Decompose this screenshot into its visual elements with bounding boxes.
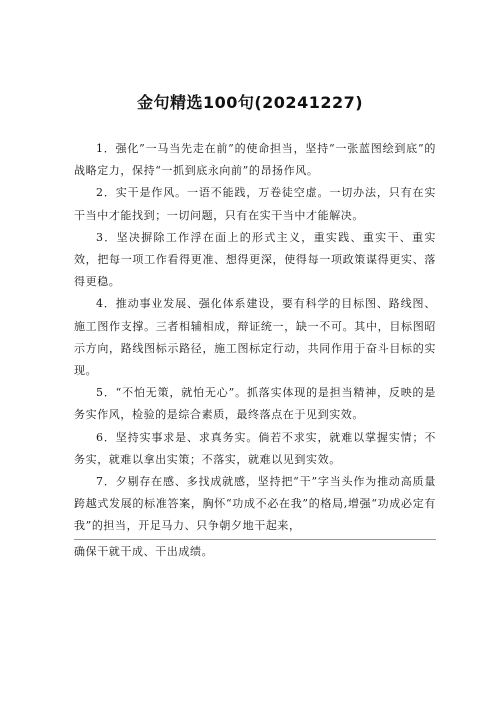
paragraph-4: 4．推动事业发展、强化体系建设，要有科学的目标图、路线图、施工图作支撑。三者相辅相成，辩证统一，缺一不可。其中，目标图昭示方向，路线图标示路径，施工图标定行动，共同作用于奋斗目标的实现。 <box>74 297 436 378</box>
document-body <box>74 138 436 563</box>
paragraph-1: 1．强化”一马当先走在前”的使命担当，坚持“一张蓝图绘到底”的战略定力，保持“一抓到底永向前”的昂扬作风。 <box>74 142 436 178</box>
paragraph-3: 3．坚决摒除工作浮在面上的形式主义，重实践、重实干、重实效，把每一项工作看得更准、想得更深，使得每一项政策谋得更实、落得更稳。 <box>74 230 436 289</box>
paragraph-5: 5．“不怕无策，就怕无心”。抓落实体现的是担当精神，反映的是务实作风，检验的是综合素质，最终落点在于见到实效。 <box>74 386 436 422</box>
paragraph-2: 2．实干是作风。一语不能践，万卷徒空虚。一切办法，只有在实干当中才能找到；一切问题，只有在实干当中才能解决。 <box>74 186 436 222</box>
document-title: 金句精选100句(20241227) <box>136 93 364 112</box>
paragraph-6: 6．坚持实事求是、求真务实。倘若不求实，就难以掌握实情；不务实，就难以拿出实策；不落实，就难以见到实效。 <box>74 430 436 466</box>
paragraph-7: 7．夕剔存在感、多找成就感，坚持把“干”字当头作为推动高质量跨越式发展的标准答案，胸怀“功成不必在我”的格局,增强“功成必定有我”的担当，开足马力、只争朝夕地干起来， <box>74 471 436 540</box>
paragraph-7-continuation: 确保干就干成、干出成绩。 <box>74 544 214 558</box>
